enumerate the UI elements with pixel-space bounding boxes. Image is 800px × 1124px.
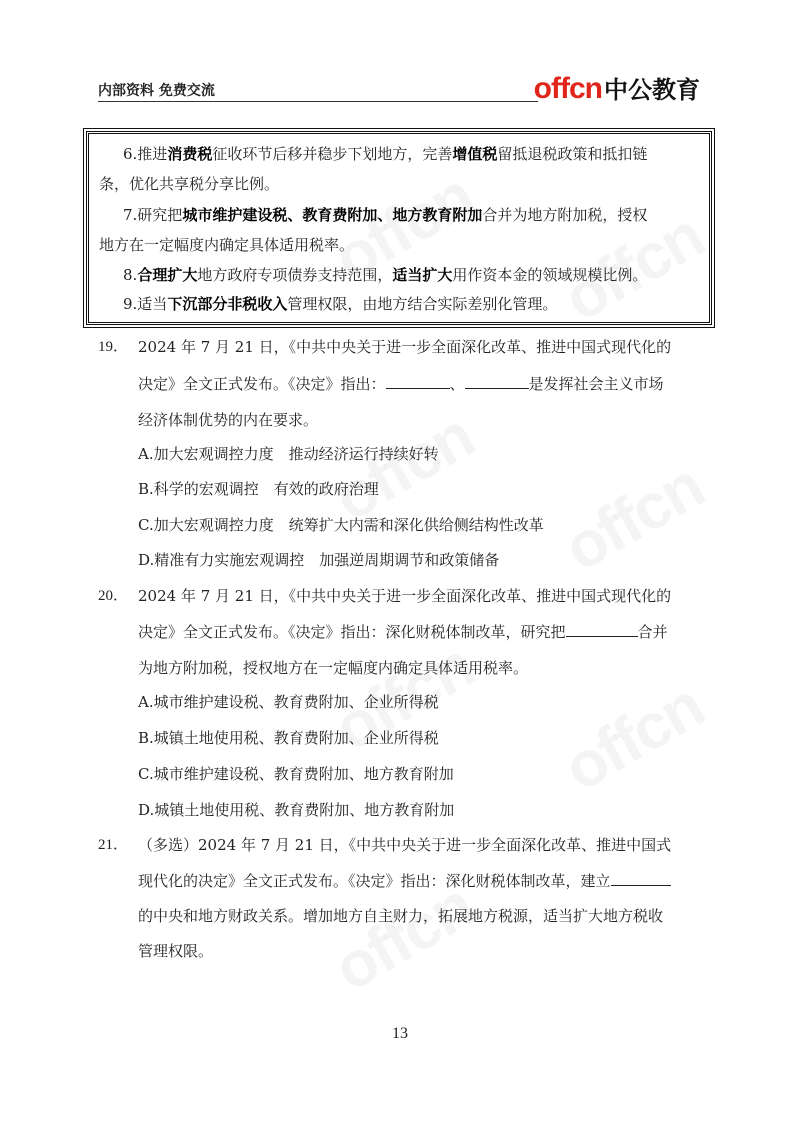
question-stem-line: 的中央和地方财政关系。增加地方自主财力，拓展地方税源，适当扩大地方税收	[138, 907, 664, 925]
option-c[interactable]: C.加大宏观调控力度 统筹扩大内需和深化供给侧结构性改革	[138, 516, 544, 534]
excerpt-line: 7.研究把城市维护建设税、教育费附加、地方教育附加合并为地方附加税，授权	[123, 206, 648, 224]
question-stem-line: 为地方附加税，授权地方在一定幅度内确定具体适用税率。	[138, 659, 529, 677]
option-a[interactable]: A.城市维护建设税、教育费附加、企业所得税	[138, 693, 439, 711]
option-b[interactable]: B.城镇土地使用税、教育费附加、企业所得税	[138, 729, 439, 747]
question-stem-line: 管理权限。	[138, 942, 214, 960]
option-a[interactable]: A.加大宏观调控力度 推动经济运行持续好转	[138, 445, 439, 463]
watermark	[551, 448, 715, 585]
question-number: 19．	[98, 339, 129, 355]
question-stem-line: 决定》全文正式发布。《决定》指出：深化财税体制改革，研究把 合并	[138, 623, 668, 641]
option-b[interactable]: B.科学的宏观调控 有效的政府治理	[138, 480, 379, 498]
policy-excerpt-box	[86, 131, 712, 325]
option-d[interactable]: D.精准有力实施宏观调控 加强逆周期调节和政策储备	[138, 551, 500, 569]
header-label: 内部资料 免费交流	[98, 83, 215, 99]
excerpt-line: 9.适当下沉部分非税收入管理权限，由地方结合实际差别化管理。	[123, 295, 558, 313]
question-stem-line: 现代化的决定》全文正式发布。《决定》指出：深化财税体制改革，建立	[138, 871, 671, 891]
logo-cjk-text: 中公教育	[604, 76, 700, 104]
excerpt-line: 6.推进消费税征收环节后移并稳步下划地方，完善增值税留抵退税政策和抵扣链	[123, 145, 648, 163]
question-stem-line: （多选）2024 年 7 月 21 日，《中共中央关于进一步全面深化改革、推进中国式	[138, 836, 672, 854]
answer-blank	[611, 871, 671, 886]
excerpt-line: 地方在一定幅度内确定具体适用税率。	[99, 236, 355, 254]
option-d[interactable]: D.城镇土地使用税、教育费附加、地方教育附加	[138, 801, 455, 819]
logo-latin-text: offcn	[533, 72, 602, 105]
answer-blank	[386, 374, 450, 389]
answer-blank	[566, 622, 638, 637]
excerpt-line: 条，优化共享税分享比例。	[99, 175, 280, 193]
option-c[interactable]: C.城市维护建设税、教育费附加、地方教育附加	[138, 765, 454, 783]
question-stem-line: 2024 年 7 月 21 日，《中共中央关于进一步全面深化改革、推进中国式现代化的	[138, 338, 672, 356]
page-header	[98, 70, 700, 110]
question-number: 20．	[98, 588, 129, 604]
page-number: 13	[392, 1025, 408, 1042]
question-number: 21．	[98, 837, 129, 853]
excerpt-line: 8.合理扩大地方政府专项债券支持范围，适当扩大用作资本金的领域规模比例。	[123, 266, 648, 284]
question-stem-line: 决定》全文正式发布。《决定》指出： 、 是发挥社会主义市场	[138, 375, 664, 393]
header-divider	[98, 101, 538, 102]
question-stem-line: 经济体制优势的内在要求。	[138, 411, 319, 429]
watermark	[551, 668, 715, 805]
answer-blank	[465, 374, 529, 389]
offcn-logo	[534, 70, 700, 106]
question-stem-line: 2024 年 7 月 21 日，《中共中央关于进一步全面深化改革、推进中国式现代化的	[138, 587, 672, 605]
